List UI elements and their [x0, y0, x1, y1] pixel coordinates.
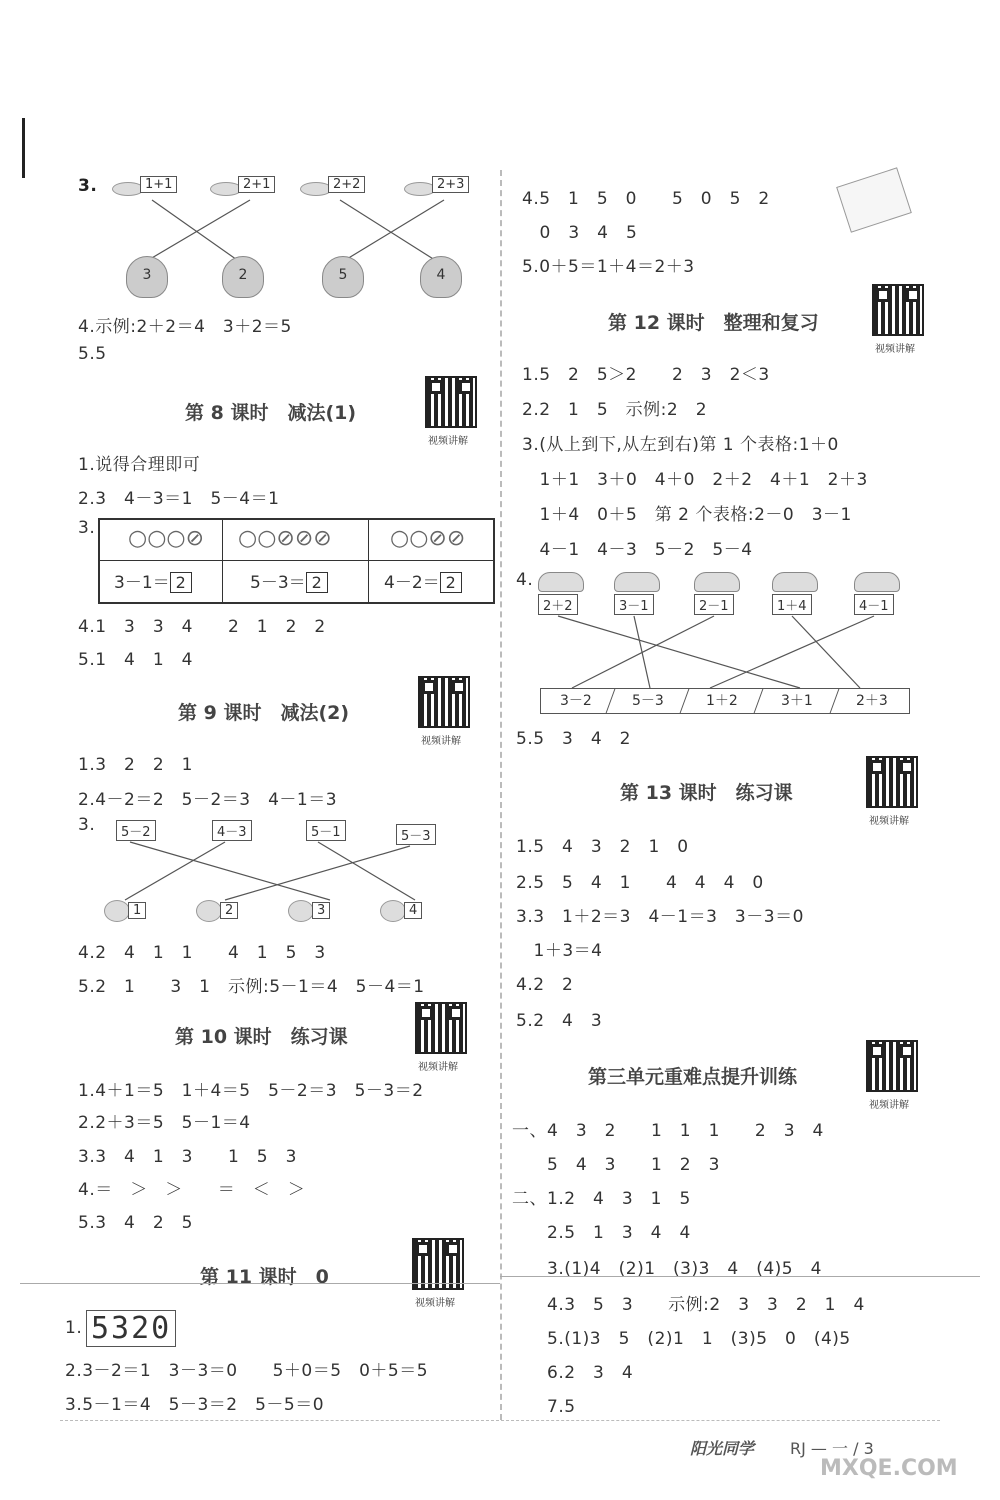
expr-tag: 4－1 — [854, 594, 894, 615]
circle-group: ○○⊘⊘⊘ — [238, 526, 332, 551]
answer-line: 4.1 3 3 4 2 1 2 2 — [78, 617, 326, 637]
answer-line: 2.5 5 4 1 4 4 4 0 — [516, 873, 764, 893]
answer-line: 2.3 4－3＝1 5－4＝1 — [78, 489, 280, 509]
answer-box: 2 — [306, 572, 328, 593]
q-number: 3. — [78, 176, 98, 196]
answer-line: 2.3－2＝1 3－3＝0 5＋0＝5 0＋5＝5 — [65, 1361, 429, 1381]
answer-line: 5.0＋5＝1＋4＝2＋3 — [522, 257, 695, 277]
qr-code[interactable] — [415, 1002, 467, 1054]
answer-line: 5.2 4 3 — [516, 1011, 603, 1031]
equation: 4－2＝ — [384, 573, 440, 593]
lesson-heading: 第 10 课时 练习课 — [175, 1026, 348, 1048]
strip-cell: 3＋1 — [780, 693, 813, 709]
frog-number: 3 — [312, 902, 330, 919]
frog-icon — [196, 900, 222, 922]
qr-code[interactable] — [425, 376, 477, 428]
mushroom-icon: 4 — [420, 256, 462, 298]
answer-line: 4.2 4 1 1 4 1 5 3 — [78, 943, 326, 963]
qr-code[interactable] — [418, 676, 470, 728]
footer-page-code: RJ — 一 / 3 — [790, 1439, 874, 1458]
expr-tag: 1＋4 — [772, 594, 812, 615]
written-digits: 5320 — [86, 1310, 176, 1347]
matching-lines — [500, 600, 1000, 700]
car-icon — [854, 572, 900, 592]
answer-line: 0 3 4 5 — [522, 223, 638, 243]
answer-line: 二、1.2 4 3 1 5 — [512, 1189, 691, 1209]
answer-line: 3.3 4 1 3 1 5 3 — [78, 1147, 297, 1167]
answer-line: 2.4－2＝2 5－2＝3 4－1＝3 — [78, 790, 338, 810]
answer-line: 3.(1)4 (2)1 (3)3 4 (4)5 4 — [512, 1259, 822, 1279]
column-divider — [500, 170, 502, 1420]
qr-code[interactable] — [866, 756, 918, 808]
answer-line: 4.2 2 — [516, 975, 574, 995]
note-icon — [836, 167, 912, 232]
section-rule — [20, 1283, 500, 1284]
q-number: 4. — [516, 570, 534, 590]
answer-line: 1＋4 0＋5 第 2 个表格:2－0 3－1 — [522, 505, 852, 525]
qr-caption: 视频讲解 — [415, 1298, 455, 1309]
expr-tag: 4－3 — [212, 820, 252, 841]
car-icon — [614, 572, 660, 592]
lesson-heading: 第 9 课时 减法(2) — [178, 702, 350, 724]
answer-line: 4.＝ ＞ ＞ ＝ ＜ ＞ — [78, 1180, 306, 1200]
expr-tag: 2+3 — [432, 176, 469, 193]
car-icon — [772, 572, 818, 592]
answer-line: 5 4 3 1 2 3 — [512, 1155, 720, 1175]
answer-table — [98, 518, 495, 604]
answer-line: 5.5 3 4 2 — [516, 729, 631, 749]
frog-icon — [380, 900, 406, 922]
answer-box: 2 — [440, 572, 462, 593]
strip-cell: 2＋3 — [856, 693, 888, 709]
frog-icon — [288, 900, 314, 922]
strip-cell: 5－3 — [631, 693, 664, 709]
lesson-heading: 第 11 课时 0 — [200, 1266, 329, 1288]
q-number: 1. — [65, 1318, 83, 1338]
answer-line: 4.示例:2＋2＝4 3＋2＝5 — [78, 317, 292, 337]
qr-caption: 视频讲解 — [869, 1100, 909, 1111]
frog-number: 2 — [220, 902, 238, 919]
circle-group: ○○○⊘ — [128, 526, 205, 551]
strip-cell: 1＋2 — [705, 693, 738, 709]
mushroom-icon: 3 — [126, 256, 168, 298]
frog-number: 4 — [404, 902, 422, 919]
frog-number: 1 — [128, 902, 146, 919]
section-rule — [500, 1276, 980, 1277]
answer-line: 5.1 4 1 4 — [78, 650, 193, 670]
watermark: MXQE.COM — [820, 1456, 958, 1481]
qr-caption: 视频讲解 — [421, 736, 461, 747]
answer-line: 2.5 1 3 4 4 — [512, 1223, 691, 1243]
answer-line: 1.5 4 3 2 1 0 — [516, 837, 689, 857]
mushroom-icon: 5 — [322, 256, 364, 298]
answer-line: 5.5 — [78, 344, 107, 364]
answer-line: 4.3 5 3 示例:2 3 3 2 1 4 — [512, 1295, 865, 1315]
qr-code[interactable] — [866, 1040, 918, 1092]
equation: 5－3＝ — [250, 573, 306, 593]
answer-line: 2.2 1 5 示例:2 2 — [522, 400, 708, 420]
strip-cell: 3－2 — [559, 693, 592, 709]
lesson-heading: 第 12 课时 整理和复习 — [608, 312, 819, 334]
footer-brand: 阳光同学 — [690, 1439, 755, 1458]
expr-tag: 3－1 — [614, 594, 654, 615]
expr-tag: 1+1 — [140, 176, 177, 193]
answer-line: 1.5 2 5＞2 2 3 2＜3 — [522, 365, 770, 385]
answer-line: 5.(1)3 5 (2)1 1 (3)5 0 (4)5 — [512, 1329, 851, 1349]
qr-code[interactable] — [872, 284, 924, 336]
qr-caption: 视频讲解 — [869, 816, 909, 827]
answer-line: 1.4＋1＝5 1＋4＝5 5－2＝3 5－3＝2 — [78, 1081, 424, 1101]
circle-group: ○○⊘⊘ — [390, 526, 466, 551]
number-strip — [540, 688, 910, 714]
matching-lines — [0, 800, 500, 920]
answer-line: 5.3 4 2 5 — [78, 1213, 193, 1233]
frog-icon — [104, 900, 130, 922]
answer-line: 3.(从上到下,从左到右)第 1 个表格:1＋0 — [522, 435, 839, 455]
answer-line: 1＋1 3＋0 4＋0 2＋2 4＋1 2＋3 — [522, 470, 868, 490]
answer-line: 一、4 3 2 1 1 1 2 3 4 — [512, 1121, 824, 1141]
answer-line: 1＋3＝4 — [516, 941, 603, 961]
answer-line: 5.2 1 3 1 示例:5－1＝4 5－4＝1 — [78, 977, 425, 997]
q-number: 3. — [78, 518, 96, 538]
qr-caption: 视频讲解 — [418, 1062, 458, 1073]
lesson-heading: 第 8 课时 减法(1) — [185, 402, 357, 424]
mushroom-icon: 2 — [222, 256, 264, 298]
qr-caption: 视频讲解 — [428, 436, 468, 447]
answer-box: 2 — [170, 572, 192, 593]
expr-tag: 5－2 — [116, 820, 156, 841]
expr-tag: 2+1 — [238, 176, 275, 193]
answer-line: 3.5－1＝4 5－3＝2 5－5＝0 — [65, 1395, 325, 1415]
expr-tag: 5－1 — [306, 820, 346, 841]
expr-tag: 2－1 — [694, 594, 734, 615]
lesson-heading: 第 13 课时 练习课 — [620, 782, 793, 804]
answer-line: 3.3 1＋2＝3 4－1＝3 3－3＝0 — [516, 907, 804, 927]
answer-line: 2.2＋3＝5 5－1＝4 — [78, 1113, 251, 1133]
footer-rule — [60, 1420, 940, 1421]
answer-line: 1.说得合理即可 — [78, 455, 201, 475]
unit-heading: 第三单元重难点提升训练 — [588, 1066, 798, 1088]
answer-line: 4－1 4－3 5－2 5－4 — [522, 540, 753, 560]
answer-line: 1.3 2 2 1 — [78, 755, 193, 775]
answer-line: 6.2 3 4 — [512, 1363, 634, 1383]
expr-tag: 2+2 — [328, 176, 365, 193]
expr-tag: 5－3 — [396, 824, 436, 845]
answer-line: 7.5 — [512, 1397, 576, 1417]
q-number: 3. — [78, 815, 96, 835]
expr-tag: 2＋2 — [538, 594, 578, 615]
answer-line: 4.5 1 5 0 5 0 5 2 — [522, 189, 770, 209]
equation: 3－1＝ — [114, 573, 170, 593]
car-icon — [694, 572, 740, 592]
qr-caption: 视频讲解 — [875, 344, 915, 355]
car-icon — [538, 572, 584, 592]
